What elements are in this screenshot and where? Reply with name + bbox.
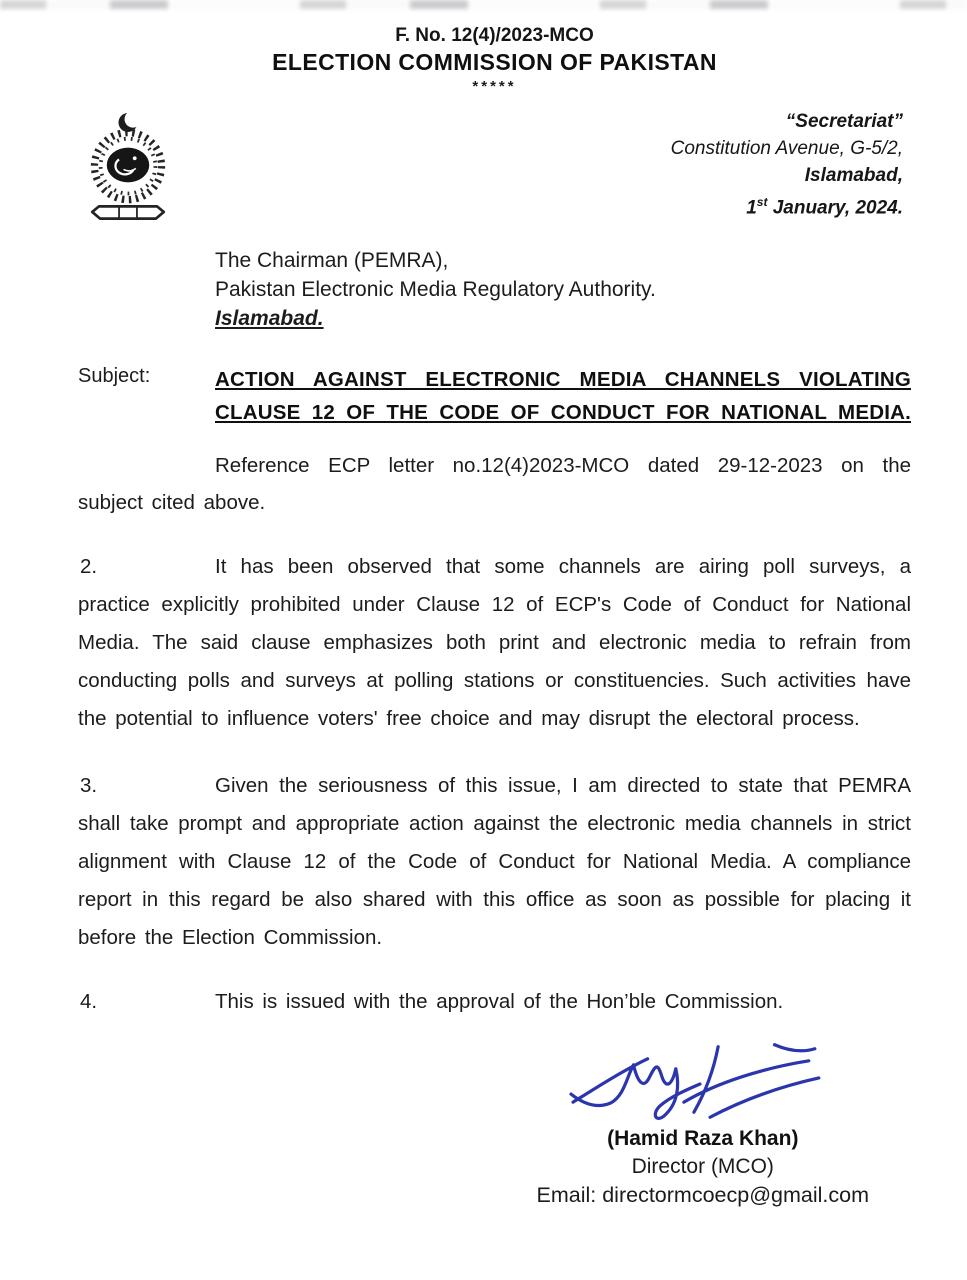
secretariat-line: “Secretariat” xyxy=(785,111,903,133)
signatory-email: Email: directormcoecp@gmail.com xyxy=(536,1183,869,1208)
paragraph-number: 2. xyxy=(80,555,98,579)
signature-block xyxy=(537,1035,869,1210)
signature-ink-icon xyxy=(567,1035,839,1131)
recipient-authority: Pakistan Electronic Media Regulatory Authority. xyxy=(215,278,656,302)
paragraph-number: 3. xyxy=(80,774,98,798)
street-line: Constitution Avenue, G-5/2, xyxy=(670,138,903,160)
subject-text: ACTION AGAINST ELECTRONIC MEDIA CHANNELS VIOLATING CLAUSE 12 OF THE CODE OF CONDUCT FOR NATIONAL MEDIA. xyxy=(215,368,911,425)
signatory-designation: Director (MCO) xyxy=(631,1155,774,1179)
recipient-block xyxy=(215,246,911,333)
ecp-emblem-icon xyxy=(72,108,184,222)
recipient-title: The Chairman (PEMRA), xyxy=(215,249,449,273)
sender-address-block xyxy=(671,108,903,221)
paragraph-number: 4. xyxy=(80,990,98,1014)
divider-stars: ***** xyxy=(472,77,517,95)
date-line: 1st January, 2024. xyxy=(746,195,903,219)
emblem-address-row xyxy=(78,104,911,222)
signatory-name: (Hamid Raza Khan) xyxy=(607,1127,799,1151)
paragraph-4: 4. This is issued with the approval of the Hon’ble Commission. xyxy=(78,983,911,1021)
paragraph-3: 3. Given the seriousness of this issue, I am directed to state that PEMRA shall take prompt and appropriate action against the electronic media channels in strict alignment with Clause 12 of the Code of Conduct for National Media. A compliance report in this regard be also shared with this office as soon as possible for placing it before the Election Commission. xyxy=(78,767,911,957)
subject-row xyxy=(78,363,911,429)
organization-title: ELECTION COMMISSION OF PAKISTAN xyxy=(272,48,717,75)
paragraph-2: 2. It has been observed that some channels are airing poll surveys, a practice explicitly prohibited under Clause 12 of ECP's Code of Conduct for National Media. The said clause emphasizes both print and electronic media to refrain from conducting polls and surveys at polling stations or constituencies. Such activities have the potential to influence voters' free choice and may disrupt the electoral process. xyxy=(78,548,911,738)
file-number: F. No. 12(4)/2023-MCO xyxy=(395,25,594,46)
recipient-city: Islamabad. xyxy=(215,307,324,331)
subject-label: Subject: xyxy=(78,365,151,388)
city-line: Islamabad, xyxy=(804,165,903,187)
scan-edge-artifact xyxy=(0,0,967,9)
letter-header xyxy=(78,24,911,96)
reference-paragraph: Reference ECP letter no.12(4)2023-MCO dated 29-12-2023 on the subject cited above. xyxy=(78,454,911,515)
